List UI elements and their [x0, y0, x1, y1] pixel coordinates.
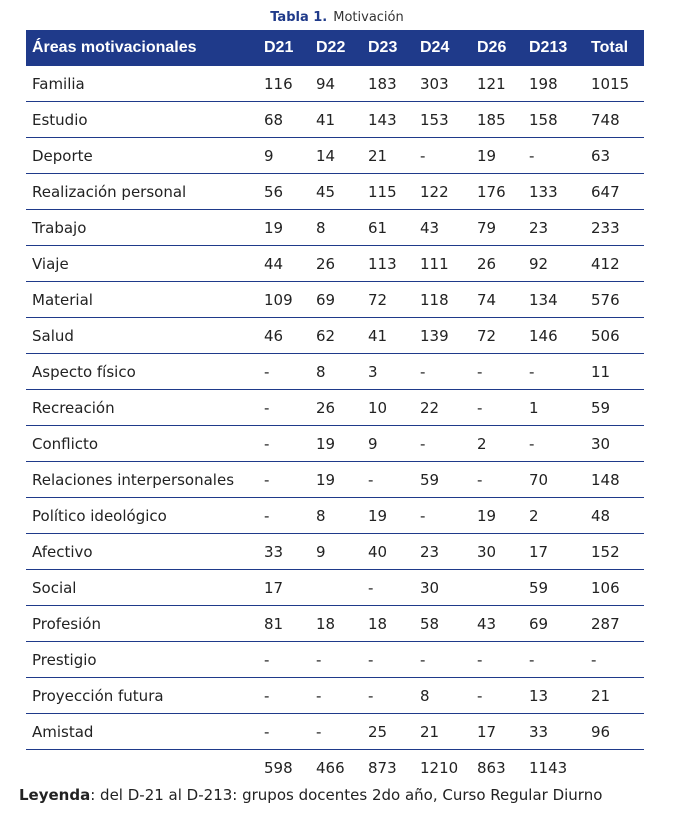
table-cell: -	[258, 462, 310, 498]
table-row	[26, 282, 644, 318]
table-cell: 23	[523, 210, 585, 246]
table-cell: 287	[585, 606, 644, 642]
table-cell: 233	[585, 210, 644, 246]
table-row	[26, 246, 644, 282]
table-cell: -	[471, 462, 523, 498]
table-cell: 96	[585, 714, 644, 750]
table-row	[26, 318, 644, 354]
table-cell: 1015	[585, 66, 644, 102]
table-row	[26, 462, 644, 498]
table-cell: 506	[585, 318, 644, 354]
table-cell: 21	[362, 138, 414, 174]
row-label: Realización personal	[26, 174, 258, 210]
table-cell: 18	[362, 606, 414, 642]
table-cell: 146	[523, 318, 585, 354]
table-cell: -	[414, 138, 471, 174]
row-label: Salud	[26, 318, 258, 354]
table-cell: 10	[362, 390, 414, 426]
table-cell: 92	[523, 246, 585, 282]
row-label: Material	[26, 282, 258, 318]
row-label: Amistad	[26, 714, 258, 750]
table-cell: -	[523, 138, 585, 174]
table-cell: 56	[258, 174, 310, 210]
table-cell: -	[414, 426, 471, 462]
table-cell: -	[258, 354, 310, 390]
table-cell: 153	[414, 102, 471, 138]
table-cell: 748	[585, 102, 644, 138]
row-label: Viaje	[26, 246, 258, 282]
table-cell: 13	[523, 678, 585, 714]
table-cell: -	[523, 426, 585, 462]
table-cell: -	[258, 426, 310, 462]
table-cell: 23	[414, 534, 471, 570]
table-cell: 9	[362, 426, 414, 462]
table-cell: 41	[362, 318, 414, 354]
table-cell: -	[310, 642, 362, 678]
table-cell: 70	[523, 462, 585, 498]
header-d26: D26	[477, 39, 507, 56]
table-cell: 116	[258, 66, 310, 102]
table-cell: -	[523, 354, 585, 390]
table-cell: 863	[477, 758, 506, 777]
table-cell: 121	[471, 66, 523, 102]
table-cell: 19	[362, 498, 414, 534]
table-cell: 11	[585, 354, 644, 390]
table-cell: 26	[310, 246, 362, 282]
table-cell: 40	[362, 534, 414, 570]
table-cell: 21	[414, 714, 471, 750]
table-cell: 412	[585, 246, 644, 282]
table-cell: 43	[471, 606, 523, 642]
table-cell: -	[471, 678, 523, 714]
header-total: Total	[591, 39, 629, 56]
table-cell: -	[471, 354, 523, 390]
table-cell: 74	[471, 282, 523, 318]
table-cell: 115	[362, 174, 414, 210]
header-d22: D22	[316, 39, 346, 56]
header-d21: D21	[264, 39, 294, 56]
table-body	[26, 66, 644, 785]
table-cell: 68	[258, 102, 310, 138]
table-cell: 19	[258, 210, 310, 246]
legend	[19, 786, 602, 804]
table-cell: 8	[310, 354, 362, 390]
table-cell: 61	[362, 210, 414, 246]
table-cell: -	[362, 642, 414, 678]
header-d213: D213	[529, 39, 568, 56]
table-cell: 1210	[420, 758, 459, 777]
table-row	[26, 642, 644, 678]
table-cell: 62	[310, 318, 362, 354]
table-cell: 2	[523, 498, 585, 534]
table-cell: 176	[471, 174, 523, 210]
table-cell: 59	[523, 570, 585, 606]
table-cell	[585, 750, 644, 786]
table-cell: 44	[258, 246, 310, 282]
table-row	[26, 66, 644, 102]
table-cell: 59	[585, 390, 644, 426]
header-d24: D24	[420, 39, 450, 56]
row-label: Social	[26, 570, 258, 606]
table-cell: 303	[414, 66, 471, 102]
table-cell: 17	[471, 714, 523, 750]
table-cell	[310, 570, 362, 606]
table-cell: 148	[585, 462, 644, 498]
table-cell: 183	[362, 66, 414, 102]
table-cell: -	[471, 642, 523, 678]
table-cell: 3	[362, 354, 414, 390]
table-row	[26, 138, 644, 174]
motivation-table	[26, 30, 644, 785]
table-row	[26, 534, 644, 570]
table-cell: 1	[523, 390, 585, 426]
table-cell: 139	[414, 318, 471, 354]
table-cell	[471, 570, 523, 606]
table-cell: 9	[258, 138, 310, 174]
table-cell: 26	[471, 246, 523, 282]
table-cell: 41	[310, 102, 362, 138]
table-cell: 106	[585, 570, 644, 606]
table-cell: -	[523, 642, 585, 678]
table-cell: 143	[362, 102, 414, 138]
table-cell: 72	[471, 318, 523, 354]
table-cell: 2	[471, 426, 523, 462]
table-cell: 198	[523, 66, 585, 102]
table-cell: 33	[523, 714, 585, 750]
table-cell: 9	[310, 534, 362, 570]
table-cell: 69	[523, 606, 585, 642]
table-cell: 17	[258, 570, 310, 606]
table-cell: -	[258, 498, 310, 534]
table-row	[26, 678, 644, 714]
table-cell: 22	[414, 390, 471, 426]
table-cell: 81	[258, 606, 310, 642]
table-cell: 25	[362, 714, 414, 750]
table-row	[26, 354, 644, 390]
table-row	[26, 606, 644, 642]
table-cell: -	[414, 354, 471, 390]
table-cell: 58	[414, 606, 471, 642]
table-row	[26, 570, 644, 606]
row-label: Político ideológico	[26, 498, 258, 534]
table-header-row	[26, 30, 644, 66]
table-cell: 873	[368, 758, 397, 777]
row-label: Trabajo	[26, 210, 258, 246]
row-label: Afectivo	[26, 534, 258, 570]
table-cell: 63	[585, 138, 644, 174]
table-cell: 19	[471, 138, 523, 174]
totals-row	[26, 750, 644, 786]
row-label: Estudio	[26, 102, 258, 138]
table-cell: 152	[585, 534, 644, 570]
table-cell: 598	[264, 758, 293, 777]
table-cell: 8	[310, 210, 362, 246]
table-cell: 8	[310, 498, 362, 534]
row-label: Deporte	[26, 138, 258, 174]
table-cell: 8	[414, 678, 471, 714]
header-d23: D23	[368, 39, 398, 56]
table-cell: 69	[310, 282, 362, 318]
table-cell: 18	[310, 606, 362, 642]
table-cell: 72	[362, 282, 414, 318]
table-cell: -	[258, 678, 310, 714]
table-row	[26, 102, 644, 138]
caption-title: Motivación	[333, 10, 404, 25]
table-cell: 19	[471, 498, 523, 534]
table-cell: 647	[585, 174, 644, 210]
table-cell: 30	[471, 534, 523, 570]
caption-label: Tabla 1.	[270, 10, 328, 25]
table-cell: -	[414, 498, 471, 534]
table-row	[26, 498, 644, 534]
table-cell: 45	[310, 174, 362, 210]
table-cell: -	[258, 390, 310, 426]
table-cell: 158	[523, 102, 585, 138]
table-cell: 21	[585, 678, 644, 714]
table-cell: 466	[316, 758, 345, 777]
table-cell: -	[414, 642, 471, 678]
row-label: Recreación	[26, 390, 258, 426]
table-cell: -	[258, 714, 310, 750]
table-cell: 43	[414, 210, 471, 246]
table-row	[26, 426, 644, 462]
table-cell: 17	[523, 534, 585, 570]
table-cell: 33	[258, 534, 310, 570]
table-cell: 576	[585, 282, 644, 318]
table-cell: -	[362, 570, 414, 606]
table-cell: -	[362, 462, 414, 498]
table-cell: -	[585, 642, 644, 678]
table-cell: 94	[310, 66, 362, 102]
table-cell: 19	[310, 462, 362, 498]
table-cell: 30	[585, 426, 644, 462]
table-cell: -	[310, 678, 362, 714]
table-cell: 14	[310, 138, 362, 174]
table-cell: 109	[258, 282, 310, 318]
table-cell: 48	[585, 498, 644, 534]
table-row	[26, 714, 644, 750]
table-cell: 30	[414, 570, 471, 606]
table-cell: 79	[471, 210, 523, 246]
row-label: Familia	[26, 66, 258, 102]
legend-label: Leyenda	[19, 786, 91, 804]
table-cell: 118	[414, 282, 471, 318]
table-row	[26, 390, 644, 426]
table-cell: -	[471, 390, 523, 426]
table-cell: 133	[523, 174, 585, 210]
table-cell: 122	[414, 174, 471, 210]
table-cell: 59	[414, 462, 471, 498]
table-row	[26, 174, 644, 210]
table-cell: 111	[414, 246, 471, 282]
legend-text: : del D-21 al D-213: grupos docentes 2do año, Curso Regular Diurno	[90, 786, 603, 804]
row-label: Relaciones interpersonales	[26, 462, 258, 498]
table-cell: 113	[362, 246, 414, 282]
table-cell: 26	[310, 390, 362, 426]
table-row	[26, 210, 644, 246]
table-cell: -	[362, 678, 414, 714]
table-cell: 19	[310, 426, 362, 462]
row-label: Prestigio	[26, 642, 258, 678]
row-label: Aspecto físico	[26, 354, 258, 390]
header-area: Áreas motivacionales	[32, 39, 197, 56]
row-label: Profesión	[26, 606, 258, 642]
table-cell: 185	[471, 102, 523, 138]
table-caption	[0, 10, 674, 25]
table-cell: 1143	[529, 758, 568, 777]
row-label: Conflicto	[26, 426, 258, 462]
table-cell: 134	[523, 282, 585, 318]
table-cell: -	[310, 714, 362, 750]
row-label	[26, 750, 258, 786]
table-cell: 46	[258, 318, 310, 354]
row-label: Proyección futura	[26, 678, 258, 714]
table-cell: -	[258, 642, 310, 678]
